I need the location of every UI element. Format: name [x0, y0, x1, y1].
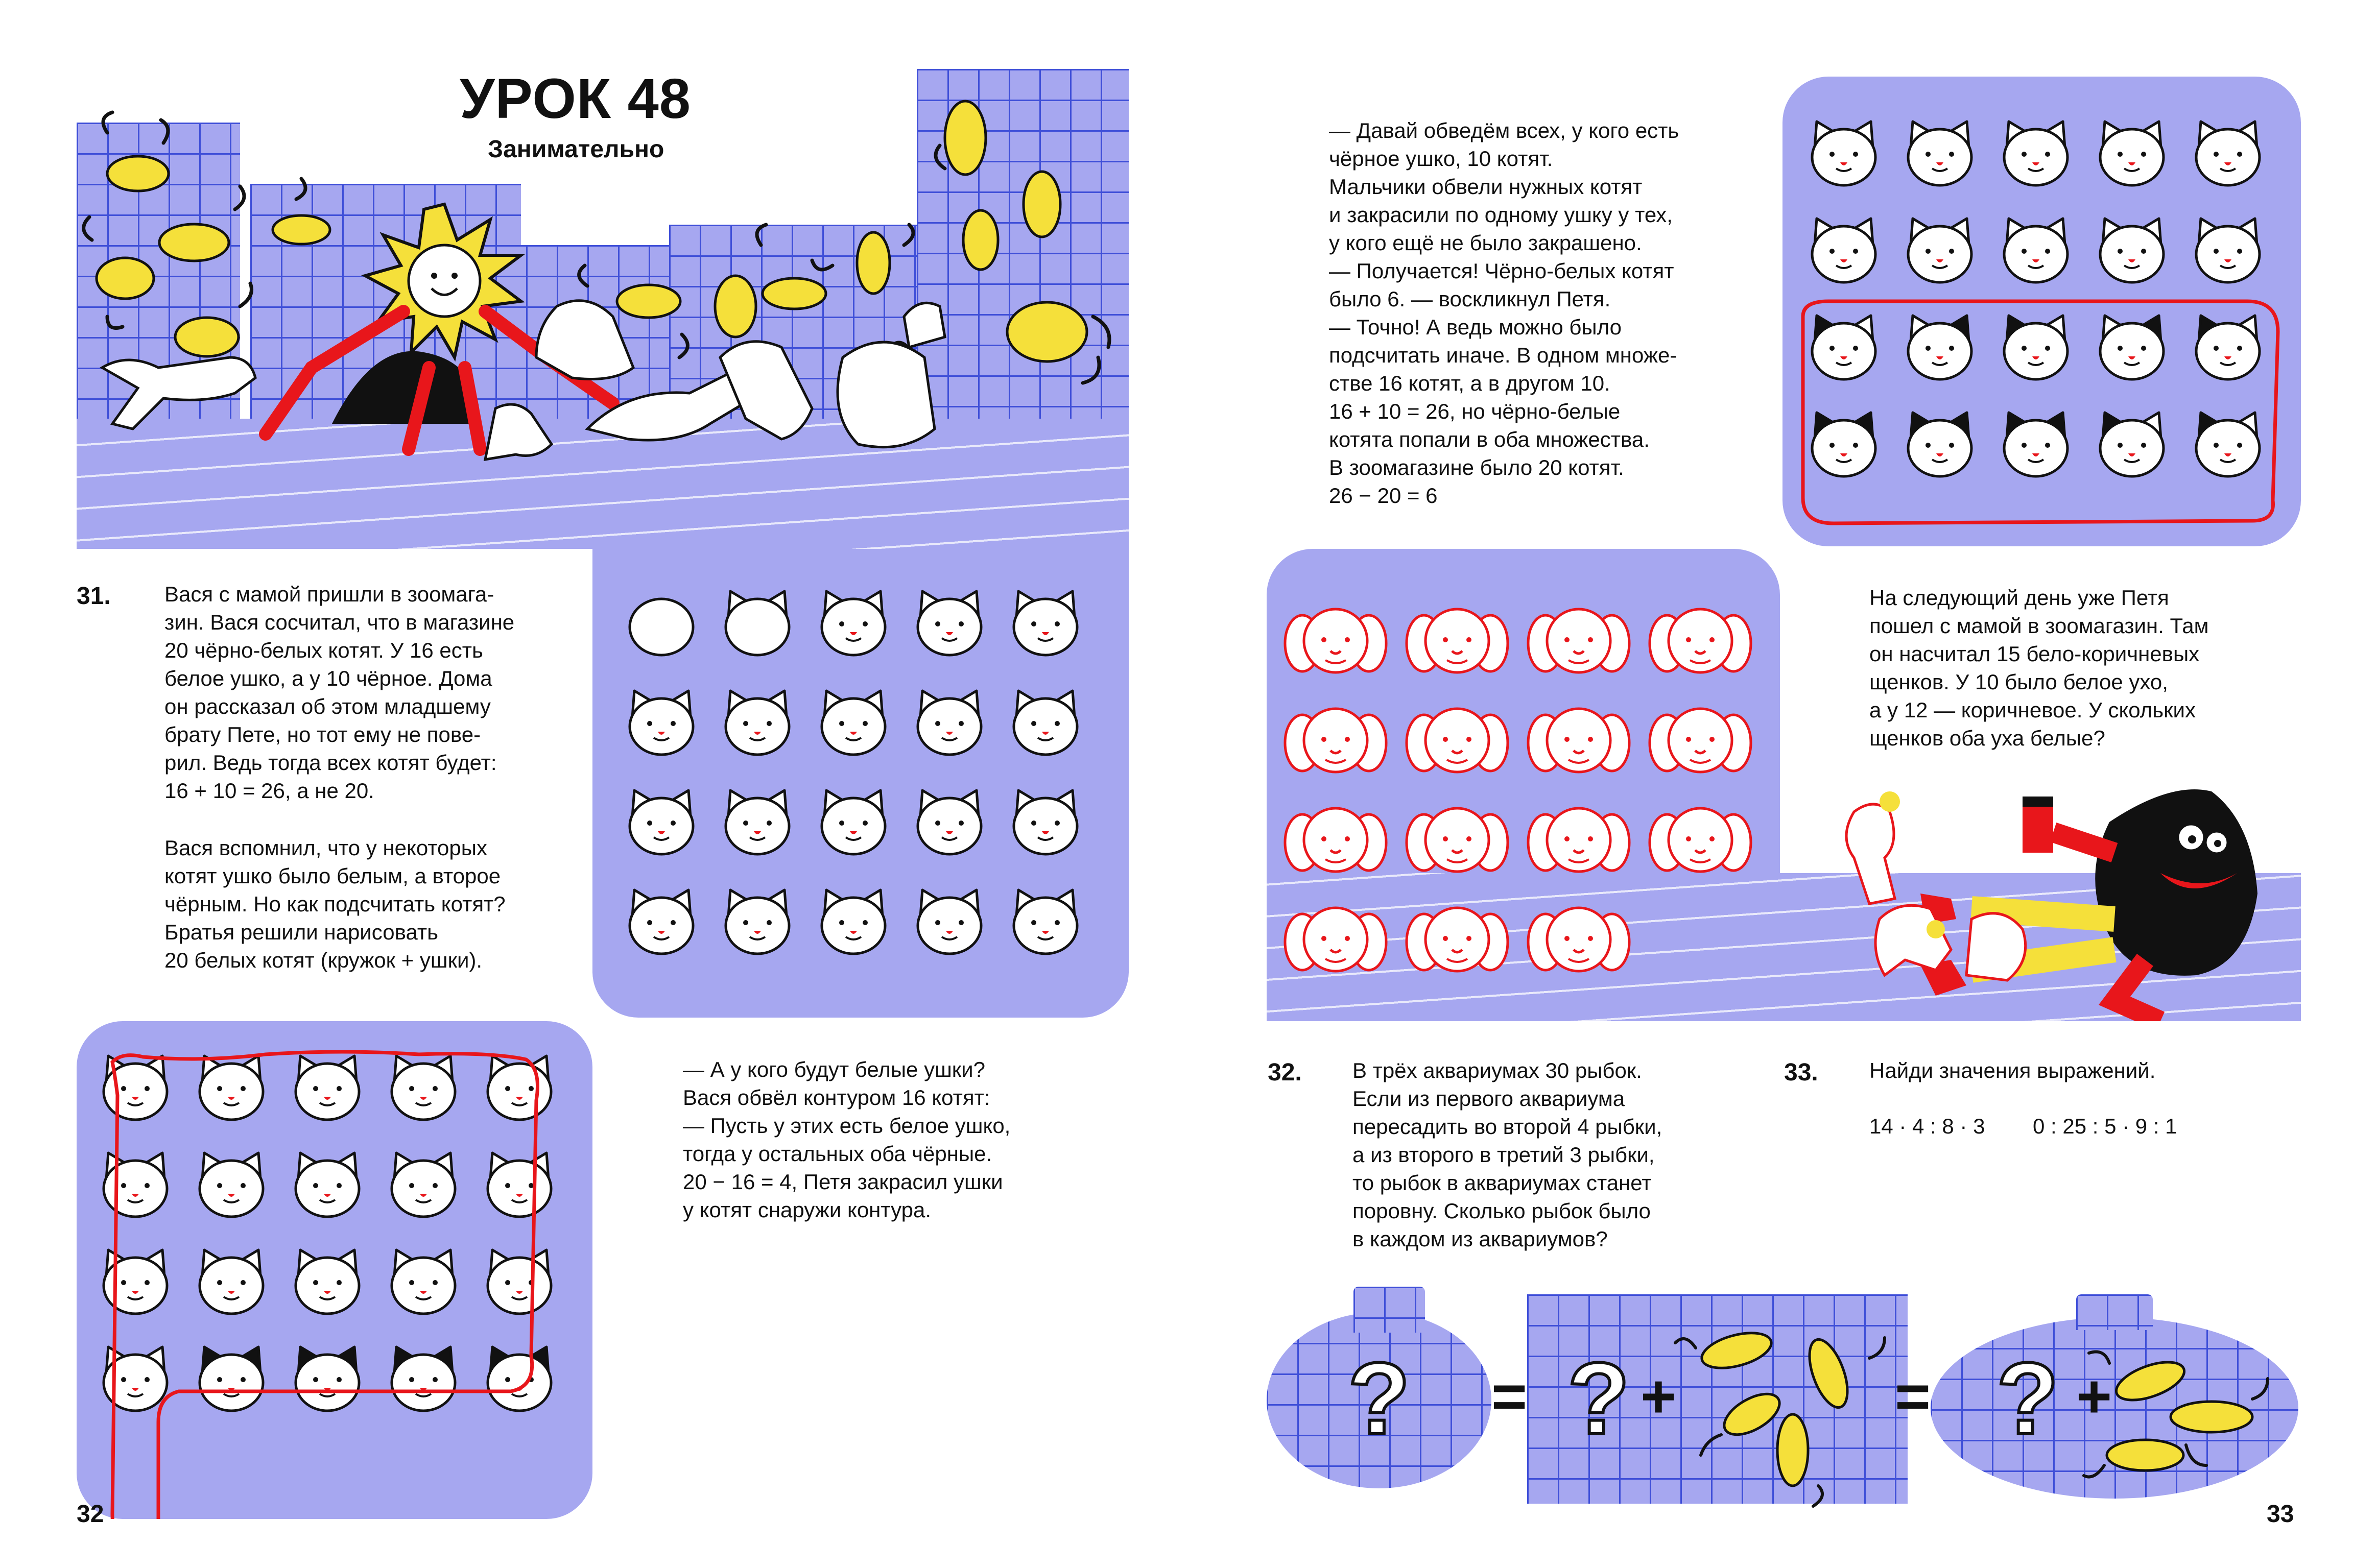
puppy-face	[1647, 799, 1754, 886]
aquarium-3-question: ?	[1996, 1342, 2059, 1456]
puppy-face	[1647, 699, 1754, 786]
aquarium-1-question: ?	[1347, 1342, 1411, 1456]
kitten-face	[911, 786, 988, 857]
page-number-right: 33	[2267, 1501, 2294, 1528]
puppy-face	[1282, 699, 1389, 786]
kitten-face	[1007, 886, 1084, 956]
task31-text-b: Вася вспомнил, что у некоторых котят ушко было белым, а второе чёрным. Но как подсчитать котят? Братья решили нарисовать 20 белых котят (кружок + ушки).	[164, 836, 506, 972]
puppies-story: На следующий день уже Петя пошел с мамой в зоомагазин. Там он насчитал 15 бело-коричневых щенков. У 10 было белое ухо, а у 12 — коричневое. У скольких щенков оба уха белые?	[1869, 586, 2209, 750]
task31-text-a: Вася с мамой пришли в зоомага- зин. Вася сосчитал, что в магазине 20 чёрно-белых котят. У 16 есть белое ушко, а у 10 чёрное. Дома он рассказал об этом младшему брату Пете, но тот ему не пове- рил. Ведь тогда всех котят будет: 16 + 10 = 26, а не 20.	[164, 582, 515, 803]
task32-text: В трёх аквариумах 30 рыбок. Если из первого аквариума пересадить во второй 4 рыбки, а из второго в третий 3 рыбки, то рыбок в аквариумах станет поровну. Сколько рыбок было в каждом из аквариумов?	[1352, 1058, 1662, 1251]
task31-text-c: — А у кого будут белые ушки? Вася обвёл контуром 16 котят: — Пусть у этих есть белое ушко, тогда у остальных оба чёрные. 20 − 16 = 4, Петя закрасил ушки у котят снаружи контура.	[683, 1057, 1011, 1222]
task33-text: Найди значения выражений.	[1869, 1058, 2156, 1082]
puppy-face	[1404, 600, 1511, 687]
task33-expression-1: 14 · 4 : 8 · 3	[1869, 1114, 1985, 1138]
puppy-face	[1404, 899, 1511, 985]
page-number-left: 32	[77, 1501, 104, 1528]
task31-number: 31.	[77, 583, 111, 610]
lesson-title: УРОК 48	[460, 67, 691, 130]
kitten-face	[911, 687, 988, 757]
aquarium-2-question: ?	[1567, 1342, 1630, 1456]
puppy-face	[1282, 899, 1389, 985]
puppies-grid	[1282, 600, 1772, 998]
puppy-face	[1404, 699, 1511, 786]
kitten-face	[623, 587, 700, 658]
kitten-face	[815, 687, 892, 757]
puppy-face	[1525, 799, 1632, 886]
aquarium-fish	[1267, 1282, 2301, 1516]
task33-number: 33.	[1784, 1059, 1818, 1086]
kitten-face	[623, 687, 700, 757]
puppy-face	[1282, 600, 1389, 687]
kitten-face	[815, 786, 892, 857]
puppy-face	[1404, 799, 1511, 886]
contour-10-kittens	[1782, 77, 2301, 546]
puppy-face	[1525, 699, 1632, 786]
equals-1: =	[1491, 1362, 1528, 1431]
kitten-face	[719, 886, 796, 956]
kitten-face	[1007, 786, 1084, 857]
kitten-face	[815, 587, 892, 658]
task33-expression-2: 0 : 25 : 5 · 9 : 1	[2033, 1114, 2177, 1138]
lesson-subtitle: Занимательно	[488, 136, 664, 163]
puppy-face	[1525, 899, 1632, 985]
plus-1: +	[1641, 1362, 1677, 1431]
kitten-face	[911, 886, 988, 956]
task32-number: 32.	[1268, 1059, 1302, 1086]
story-right-text: — Давай обведём всех, у кого есть чёрное ушко, 10 котят. Мальчики обвели нужных котят и закрасили по одному ушку у тех, у кого ещё не было закрашено. — Получается! Чёрно-белых котят было 6. — воскликнул Петя. — Точно! А ведь можно было подсчитать иначе. В одном множе- стве 16 котят, а в другом 10. 16 + 10 = 26, но чёрно-белые котята попали в оба множества. В зоомагазине было 20 котят. 26 − 20 = 6	[1329, 118, 1679, 508]
aquarium-equation	[1267, 1282, 2301, 1516]
puppy-face	[1647, 600, 1754, 687]
puppy-face	[1525, 600, 1632, 687]
equals-2: =	[1895, 1362, 1931, 1431]
kitten-face	[719, 687, 796, 757]
kitten-face	[623, 786, 700, 857]
kitten-face	[719, 786, 796, 857]
kitten-face	[1007, 587, 1084, 658]
kittens-grid-1	[623, 587, 1113, 996]
plus-2: +	[2076, 1362, 2112, 1431]
kitten-face	[719, 587, 796, 658]
monster-with-puppies	[1798, 766, 2301, 1021]
contour-16-kittens	[77, 1021, 592, 1519]
kitten-face	[1007, 687, 1084, 757]
puppy-face	[1282, 799, 1389, 886]
kitten-face	[911, 587, 988, 658]
kitten-face	[623, 886, 700, 956]
kitten-face	[815, 886, 892, 956]
